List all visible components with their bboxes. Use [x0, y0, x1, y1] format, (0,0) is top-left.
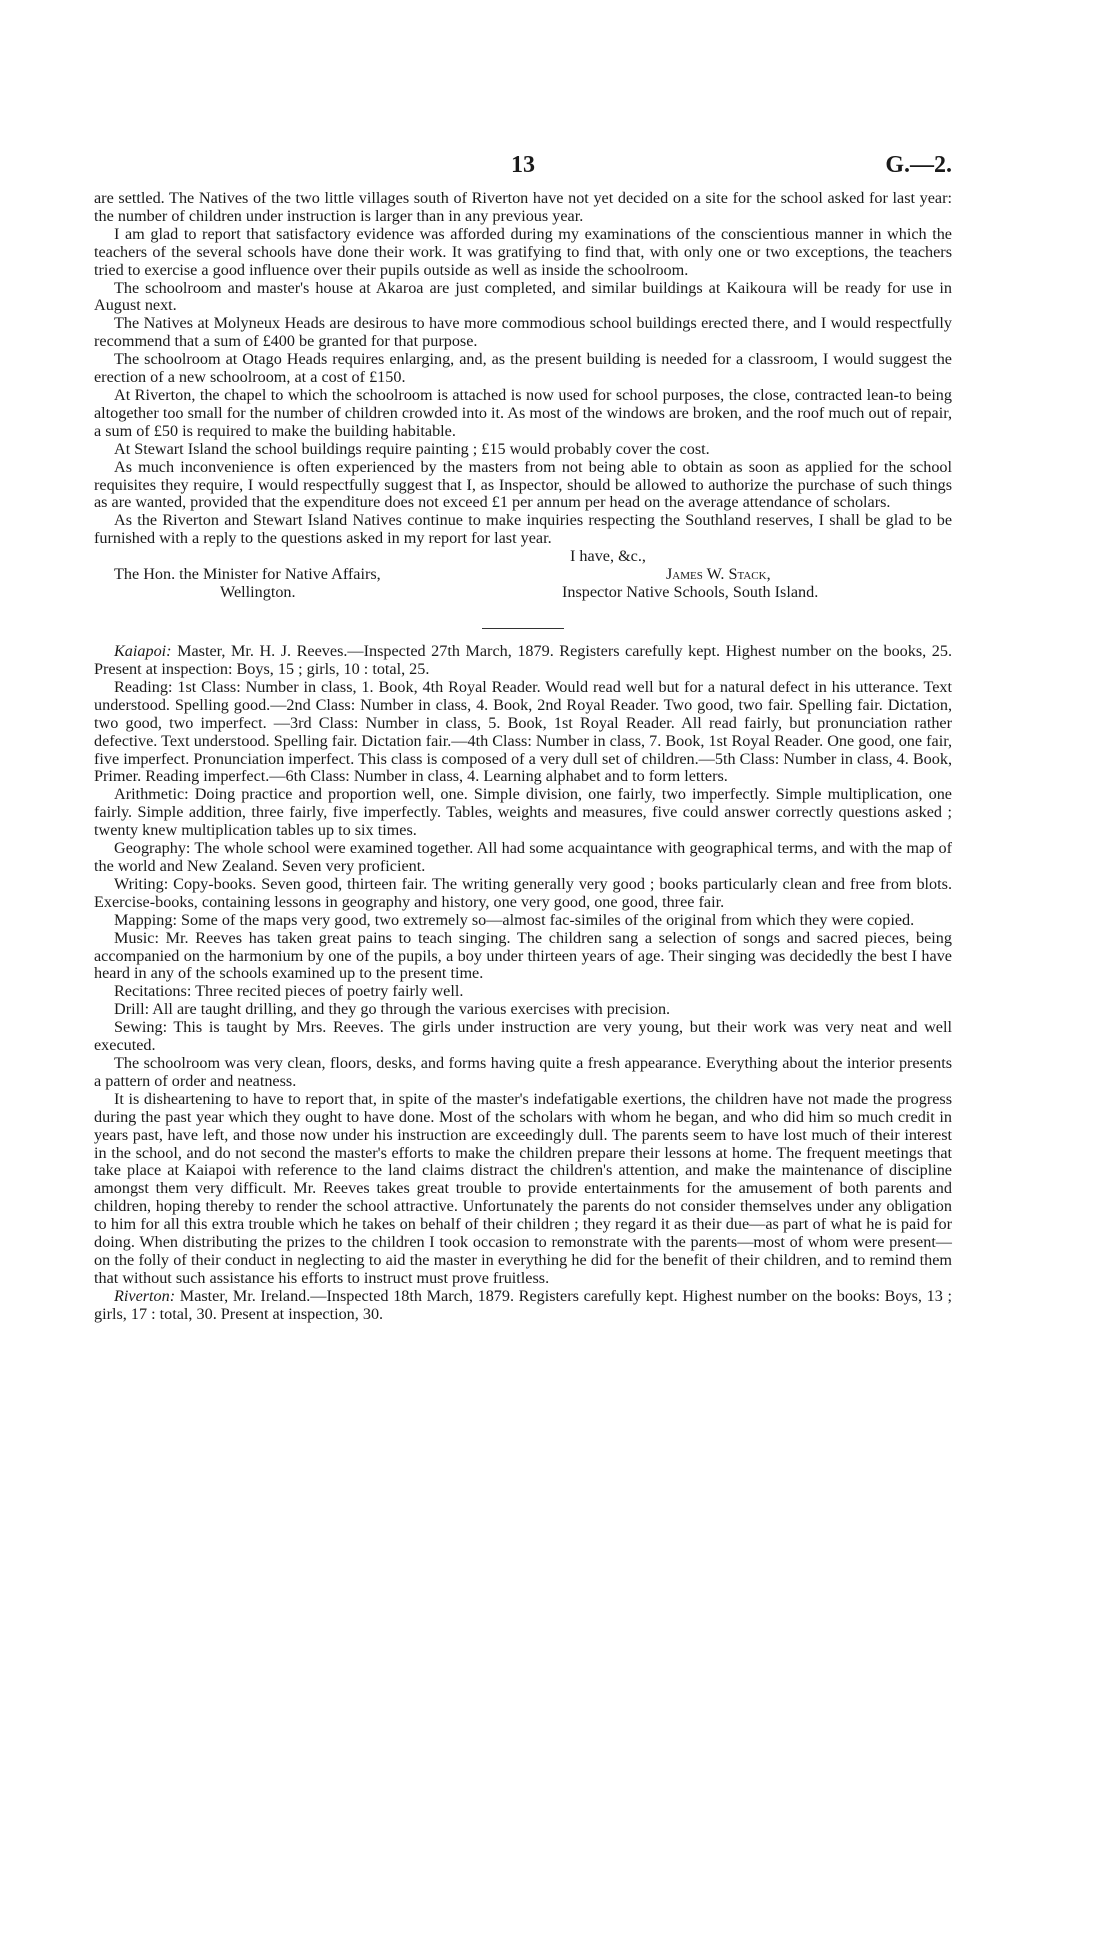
page-number: 13 — [511, 152, 535, 178]
signer-title: Inspector Native Schools, South Island. — [562, 583, 819, 602]
paragraph: are settled. The Natives of the two little villages south of Riverton have not yet decided on a site for the school asked for last year: the number of children under instruction is larger than in any previous year. — [94, 189, 952, 225]
signer-name: James W. Stack, — [666, 565, 771, 584]
paragraph: Geography: The whole school were examined together. All had some acquaintance with geographical terms, and with the map of the world and New Zealand. Seven very proficient. — [94, 839, 952, 875]
addressee-place: Wellington. — [220, 583, 296, 602]
paragraph: At Stewart Island the school buildings require painting ; £15 would probably cover the cost. — [114, 439, 710, 458]
school-name: Kaiapoi: — [114, 642, 172, 661]
school-intro-text: Master, Mr. Ireland.—Inspected 18th March, 1879. Registers carefully kept. Highest number on the books: Boys, 13 ; girls, 17 : total, 30. Present at inspection, 30. — [94, 1286, 952, 1323]
paragraph: Sewing: This is taught by Mrs. Reeves. The girls under instruction are very young, but their work was very neat and well executed. — [94, 1018, 952, 1055]
paragraph: Music: Mr. Reeves has taken great pains to teach singing. The children sang a selection of songs and sacred pieces, being accompanied on the harmonium by one of the pupils, a boy under thirteen years of age. Their singing was decidedly the best I have heard in any of the schools examined up to the present time. — [94, 928, 952, 983]
paragraph: The schoolroom at Otago Heads requires enlarging, and, as the present building is needed for a classroom, I would suggest the erection of a new schoolroom, at a cost of £150. — [94, 350, 952, 387]
addressee: The Hon. the Minister for Native Affairs, — [114, 565, 381, 584]
paragraph: The schoolroom was very clean, floors, desks, and forms having quite a fresh appearance. Everything about the interior presents a pattern of order and neatness. — [94, 1053, 952, 1090]
school-report-intro — [94, 643, 952, 679]
paragraph: As the Riverton and Stewart Island Natives continue to make inquiries respecting the Southland reserves, I shall be glad to be furnished with a reply to the questions asked in my report for last year. — [94, 511, 952, 548]
paragraph: Arithmetic: Doing practice and proportion well, one. Simple division, one fairly, two imperfectly. Simple multiplication, one fairly. Simple addition, three fairly, five imperfectly. Tables, weights and measures, five could answer correctly questions asked ; twenty knew multiplication tables up to six times. — [94, 785, 952, 840]
sign-off: I have, &c., — [570, 547, 646, 566]
paragraph: At Riverton, the chapel to which the schoolroom is attached is now used for school purposes, the close, contracted lean-to being altogether too small for the number of children crowded into it. As most of the windows are broken, and the roof much out of repair, a sum of £50 is required to make the building habitable. — [94, 385, 952, 440]
page-body — [94, 190, 952, 1324]
paragraph: Drill: All are taught drilling, and they go through the various exercises with precision. — [114, 1000, 671, 1019]
school-report-intro — [94, 1288, 952, 1324]
paragraph: Reading: 1st Class: Number in class, 1. Book, 4th Royal Reader. Would read well but for a natural defect in his utterance. Text understood. Spelling good.—2nd Class: Number in class, 4. Book, 2nd Royal Reader. Two good, two fair. Spelling fair. Dictation, two good, two imperfect. —3rd Class: Number in class, 5. Book, 1st Royal Reader. All read fairly, but pronunciation rather defective. Text understood. Spelling fair. Dictation fair.—4th Class: Number in class, 7. Book, 1st Royal Reader. One good, one fair, five imperfect. Pronunciation imperfect. This class is composed of a very dull set of children.—5th Class: Number in class, 4. Book, Primer. Reading imperfect.—6th Class: Number in class, 4. Learning alphabet and to form letters. — [94, 677, 952, 786]
paragraph: I am glad to report that satisfactory evidence was afforded during my examinations of the conscientious manner in which the teachers of the several schools have done their work. It was gratifying to find that, with only one or two exceptions, the teachers tried to exercise a good influence over their pupils outside as well as inside the schoolroom. — [94, 224, 952, 279]
paragraph: Mapping: Some of the maps very good, two extremely so—almost fac-similes of the original from which they were copied. — [114, 910, 915, 929]
school-name: Riverton: — [114, 1286, 176, 1305]
paragraph: Recitations: Three recited pieces of poetry fairly well. — [114, 982, 464, 1001]
paragraph: Writing: Copy-books. Seven good, thirteen fair. The writing generally very good ; books particularly clean and free from blots. Exercise-books, containing lessons in geography and history, one very good, one good, three fair. — [94, 874, 952, 911]
paragraph: The Natives at Molyneux Heads are desirous to have more commodious school buildings erected there, and I would respectfully recommend that a sum of £400 be granted for that purpose. — [94, 314, 952, 351]
section-divider — [482, 628, 564, 629]
document-reference: G.—2. — [885, 152, 952, 178]
paragraph: As much inconvenience is often experienced by the masters from not being able to obtain as soon as applied for the school requisites they require, I would respectfully suggest that I, as Inspector, should be allowed to authorize the purchase of such things as are wanted, provided that the expenditure does not exceed £1 per annum per head on the average attendance of scholars. — [94, 457, 952, 512]
page-header — [94, 152, 952, 186]
paragraph: It is disheartening to have to report that, in spite of the master's indefatigable exertions, the children have not made the progress during the past year which they ought to have done. Most of the scholars with whom he began, and who did him so much credit in years past, have left, and those now under his instruction are exceedingly dull. The parents seem to have lost much of their interest in the school, and do not second the master's efforts to make the children prepare their lessons at home. The frequent meetings that take place at Kaiapoi with reference to the land claims distract the children's attention, and make the maintenance of discipline amongst them very difficult. Mr. Reeves takes great trouble to provide entertainments for the amusement of both parents and children, hoping thereby to render the school attractive. Unfortunately the parents do not consider themselves under any obligation to him for all this extra trouble which he takes on behalf of their children ; they regard it as their due—as part of what he is paid for doing. When distributing the prizes to the children I took occasion to remonstrate with the parents—most of whom were present—on the folly of their conduct in neglecting to aid the master in everything he did for the benefit of their children, and to remind them that without such assistance his efforts to instruct must prove fruitless. — [94, 1089, 952, 1287]
signature-block — [94, 548, 952, 620]
school-intro-text: Master, Mr. H. J. Reeves.—Inspected 27th March, 1879. Registers carefully kept. Highest number on the books, 25. Present at inspection: Boys, 15 ; girls, 10 : total, 25. — [94, 642, 952, 679]
paragraph: The schoolroom and master's house at Akaroa are just completed, and similar buildings at Kaikoura will be ready for use in August next. — [94, 278, 952, 315]
